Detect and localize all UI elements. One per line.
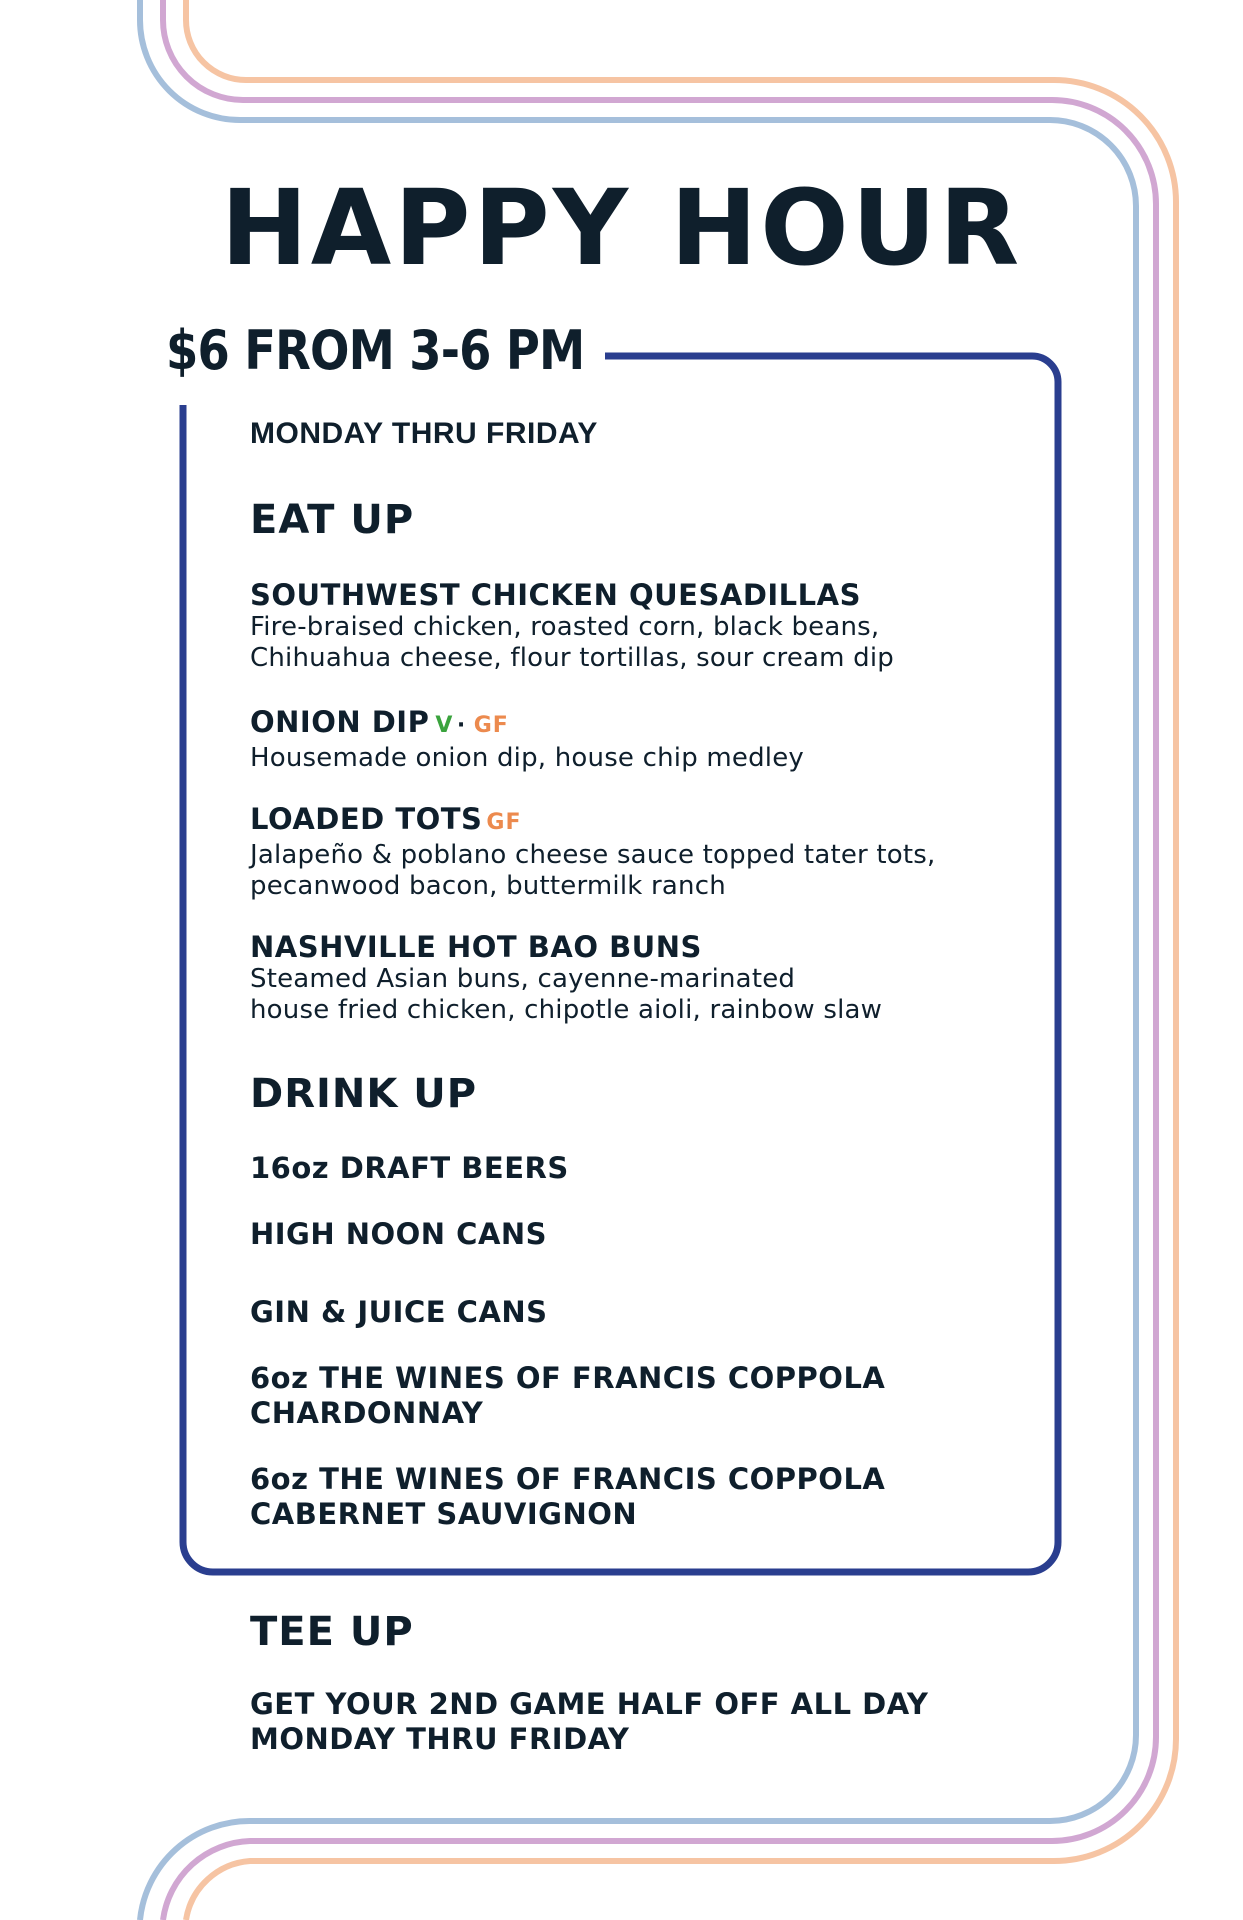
offer-line: MONDAY THRU FRIDAY — [250, 1722, 630, 1756]
drink-line: CABERNET SAUVIGNON — [250, 1497, 638, 1531]
drink-line: 6oz THE WINES OF FRANCIS COPPOLA — [250, 1462, 886, 1496]
item-desc-line: Steamed Asian buns, cayenne-marinated — [250, 964, 796, 994]
item-name-row — [250, 705, 1010, 743]
gluten-free-tag: GF — [473, 713, 509, 738]
drink-item — [250, 1462, 1050, 1532]
days-line: MONDAY THRU FRIDAY — [250, 417, 598, 450]
gluten-free-tag: GF — [486, 810, 522, 835]
item-desc-line: house fried chicken, chipotle aioli, rainbow slaw — [250, 995, 883, 1025]
item-desc-line: Chihuahua cheese, flour tortillas, sour cream dip — [250, 643, 894, 673]
menu-item — [250, 705, 1010, 774]
drink-up-heading: DRINK UP — [250, 1071, 478, 1117]
item-desc-line: Housemade onion dip, house chip medley — [250, 743, 804, 773]
item-desc-line: pecanwood bacon, buttermilk ranch — [250, 871, 726, 901]
offer-line: GET YOUR 2ND GAME HALF OFF ALL DAY — [250, 1687, 929, 1721]
item-name: SOUTHWEST CHICKEN QUESADILLAS — [250, 578, 861, 612]
page-title: HAPPY HOUR — [220, 167, 1023, 289]
item-desc-line: Jalapeño & poblano cheese sauce topped tater tots, — [250, 840, 936, 870]
item-desc-line: Fire-braised chicken, roasted corn, black beans, — [250, 612, 880, 642]
menu-item — [250, 578, 1010, 674]
item-name: NASHVILLE HOT BAO BUNS — [250, 930, 702, 964]
drink-item — [250, 1295, 1050, 1330]
tee-up-offer — [250, 1687, 1050, 1757]
item-name-row — [250, 802, 1010, 840]
drink-line: HIGH NOON CANS — [250, 1217, 548, 1251]
drink-item — [250, 1361, 1050, 1431]
drink-line: 16oz DRAFT BEERS — [250, 1151, 569, 1185]
drink-line: GIN & JUICE CANS — [250, 1295, 548, 1329]
vegetarian-tag: V — [435, 713, 453, 738]
price-line: $6 FROM 3-6 PM — [166, 319, 585, 382]
item-name: ONION DIP — [250, 705, 430, 739]
menu-item — [250, 802, 1010, 902]
drink-line: CHARDONNAY — [250, 1396, 484, 1430]
menu-item — [250, 930, 1010, 1026]
item-name: LOADED TOTS — [250, 802, 483, 836]
drink-item — [250, 1217, 1050, 1252]
eat-up-heading: EAT UP — [250, 497, 415, 543]
tee-up-heading: TEE UP — [250, 1609, 414, 1655]
drink-line: 6oz THE WINES OF FRANCIS COPPOLA — [250, 1361, 886, 1395]
tag-separator: · — [456, 713, 466, 738]
drink-item — [250, 1151, 1050, 1186]
